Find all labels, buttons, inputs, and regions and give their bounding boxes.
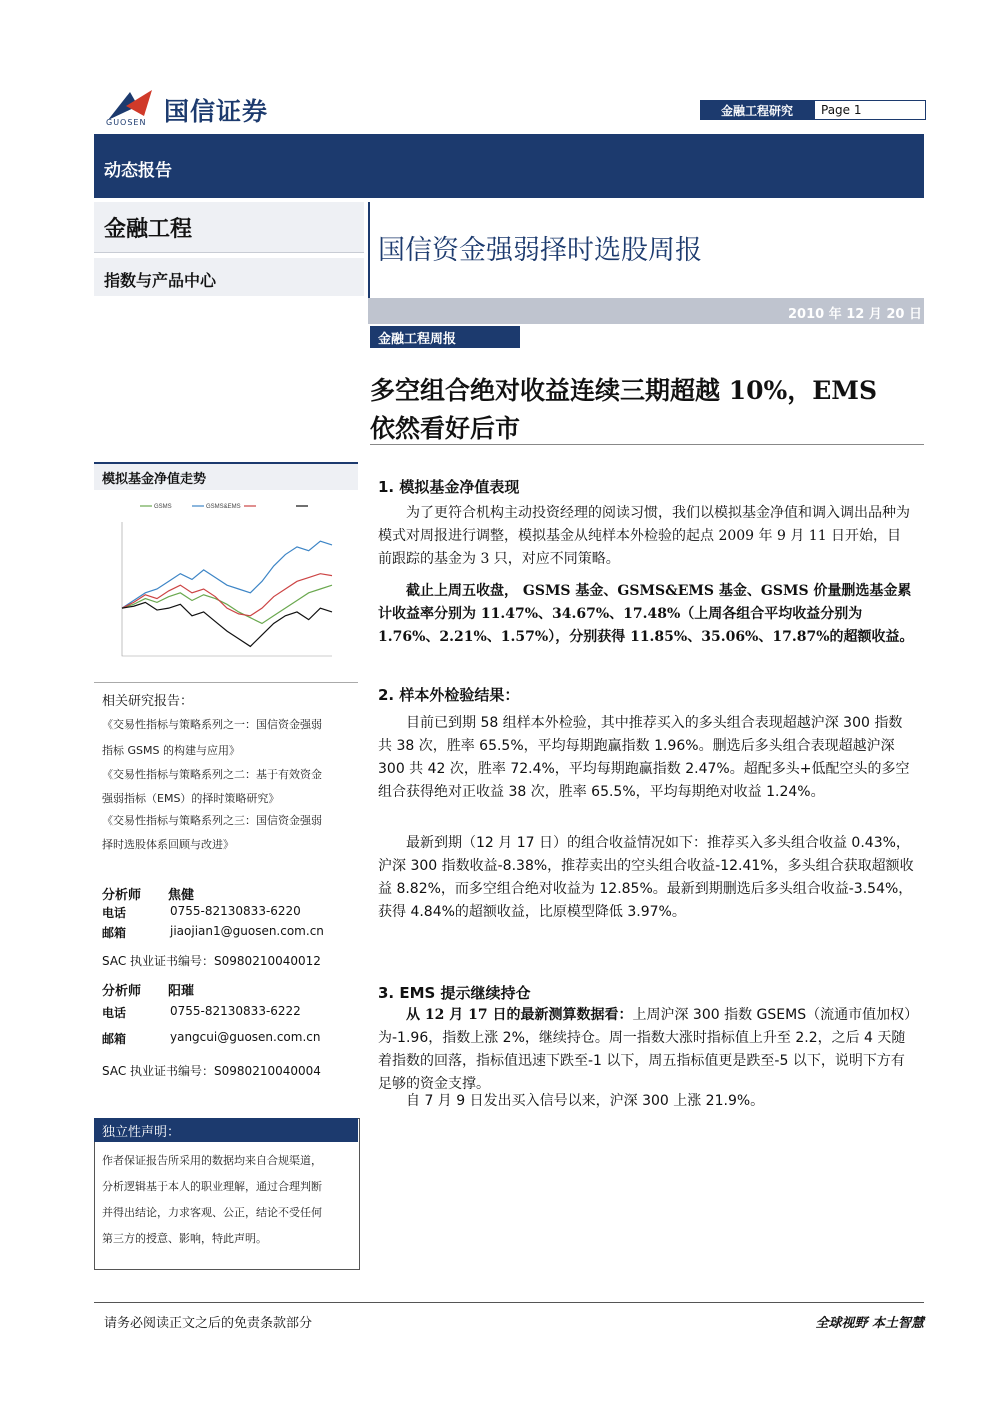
chart-legend xyxy=(140,504,308,510)
report-date: 2010 年 12 月 20 日 xyxy=(788,307,922,322)
related-report-line: 指标 GSMS 的构建与应用》 xyxy=(102,744,240,757)
related-reports-heading: 相关研究报告： xyxy=(102,694,194,709)
chart-title: 模拟基金净值走势 xyxy=(102,472,207,487)
headline-line-1: 多空组合绝对收益连续三期超越 10%，EMS xyxy=(370,376,878,405)
analyst-role: 分析师 xyxy=(102,888,142,903)
section-3-heading: 3. EMS 提示继续持仓 xyxy=(378,984,531,1002)
research-tag: 金融工程研究 xyxy=(700,100,814,120)
chart-rule xyxy=(94,682,358,683)
page-tag xyxy=(700,100,926,120)
section-3-lead: 从 12 月 17 日的最新测算数据看： xyxy=(406,1007,633,1023)
analyst-email[interactable]: yangcui@guosen.com.cn xyxy=(170,1030,321,1044)
vertical-divider xyxy=(368,202,370,298)
series-line xyxy=(122,602,332,646)
legend-label: GSMS&EMS xyxy=(206,504,241,510)
related-report-line: 《交易性指标与策略系列之一：国信资金强弱 xyxy=(102,718,322,731)
independence-line: 第三方的授意、影响，特此声明。 xyxy=(102,1232,267,1245)
page-number: Page 1 xyxy=(814,100,926,120)
related-report-line: 《交易性指标与策略系列之二：基于有效资金 xyxy=(102,768,322,781)
subcategory-label: 指数与产品中心 xyxy=(104,271,217,290)
related-report-line: 《交易性指标与策略系列之三：国信资金强弱 xyxy=(102,814,322,827)
report-kind: 动态报告 xyxy=(104,161,172,181)
analyst-sac: SAC 执业证书编号：S0980210040004 xyxy=(102,1064,321,1078)
top-banner xyxy=(94,134,924,198)
footer-slogan: 全球视野 本土智慧 xyxy=(815,1316,924,1331)
nav-chart xyxy=(100,496,340,672)
phone-label: 电话 xyxy=(102,1006,127,1020)
section-1-para-1: 为了更符合机构主动投资经理的阅读习惯，我们以模拟基金净值和调入调出品种为模式对周报进行调整，模拟基金从纯样本外检验的起点 2009 年 9 月 11 日开始，目前跟踪的基金为 3 只，对应不同策略。 xyxy=(378,505,910,567)
section-2-heading: 2. 样本外检验结果： xyxy=(378,686,520,704)
section-2-para-2: 最新到期（12 月 17 日）的组合收益情况如下：推荐买入多头组合收益 0.43%，沪深 300 指数收益-8.38%，推荐卖出的空头组合收益-12.41%，多头组合获取超额收益 8.82%，而多空组合绝对收益为 12.85%。最新到期删选后多头组合收益-3.54%，获得 4.84%的超额收益，比原模型降低 3.97%。 xyxy=(378,835,914,920)
analyst-email[interactable]: jiaojian1@guosen.com.cn xyxy=(170,924,324,938)
email-label: 邮箱 xyxy=(102,1032,127,1046)
category-label: 金融工程 xyxy=(104,217,193,242)
chart-plot xyxy=(122,522,332,656)
headline-rule xyxy=(370,444,924,445)
independence-heading: 独立性声明： xyxy=(94,1118,358,1142)
section-1-heading: 1. 模拟基金净值表现 xyxy=(378,478,520,496)
doc-title: 国信资金强弱择时选股周报 xyxy=(378,235,702,266)
analyst-name: 阳璀 xyxy=(168,984,195,999)
headline-line-2: 依然看好后市 xyxy=(370,414,521,443)
chart-axes xyxy=(122,522,332,656)
series-line xyxy=(122,585,332,623)
headline xyxy=(370,372,924,448)
independence-line: 并得出结论，力求客观、公正，结论不受任何 xyxy=(102,1206,322,1219)
logo-en: GUOSEN xyxy=(106,118,147,127)
footer-disclaimer: 请务必阅读正文之后的免责条款部分 xyxy=(104,1316,313,1331)
section-2-para-1: 目前已到期 58 组样本外检验，其中推荐买入的多头组合表现超越沪深 300 指数共 38 次，胜率 65.5%，平均每期跑赢指数 1.96%。删选后多头组合表现超越沪深 300 共 42 次，胜率 72.4%，平均每期跑赢指数 2.47%。超配多头+低配空头的多空组合获得绝对正收益 38 次，胜率 65.5%，平均每期绝对收益 1.24%。 xyxy=(378,715,910,800)
related-report-line: 强弱指标（EMS）的择时策略研究》 xyxy=(102,792,280,805)
report-type-badge: 金融工程周报 xyxy=(370,326,520,348)
section-1-para-2: 截止上周五收盘， GSMS 基金、GSMS&EMS 基金、GSMS 价量删选基金累计收益率分别为 11.47%、34.67%、17.48%（上周各组合平均收益分别为 1.76%、2.21%、1.57%），分别获得 11.85%、35.06%、17.87%的超额收益。 xyxy=(378,583,914,645)
analyst-sac: SAC 执业证书编号：S0980210040012 xyxy=(102,954,321,968)
independence-line: 作者保证报告所采用的数据均来自合规渠道， xyxy=(102,1154,322,1167)
related-report-line: 择时选股体系回顾与改进》 xyxy=(102,838,234,851)
phone-label: 电话 xyxy=(102,906,127,920)
independence-line: 分析逻辑基于本人的职业理解，通过合理判断 xyxy=(102,1180,322,1193)
analyst-phone: 0755-82130833-6220 xyxy=(170,904,301,918)
email-label: 邮箱 xyxy=(102,926,127,940)
logo-name: 国信证券 xyxy=(164,97,269,126)
legend-label: GSMS xyxy=(154,504,172,510)
series-line xyxy=(122,574,332,616)
section-3-para-2: 自 7 月 9 日发出买入信号以来，沪深 300 上涨 21.9%。 xyxy=(406,1093,765,1109)
section-3-body: 上周沪深 300 指数 GSEMS（流通市值加权）为-1.96，指数上涨 2%，继续持仓。周一指数大涨时指标值上升至 2.2，之后 4 天随着指数的回落，指标值迅速下跌至-1 以下，周五指标值更是跌至-5 以下，说明下方有足够的资金支撑。 xyxy=(378,1007,912,1092)
analyst-role: 分析师 xyxy=(102,984,142,999)
analyst-name: 焦健 xyxy=(168,888,195,903)
footer-rule xyxy=(94,1302,924,1303)
section-3-para-1 xyxy=(378,1004,914,1096)
analyst-phone: 0755-82130833-6222 xyxy=(170,1004,301,1018)
